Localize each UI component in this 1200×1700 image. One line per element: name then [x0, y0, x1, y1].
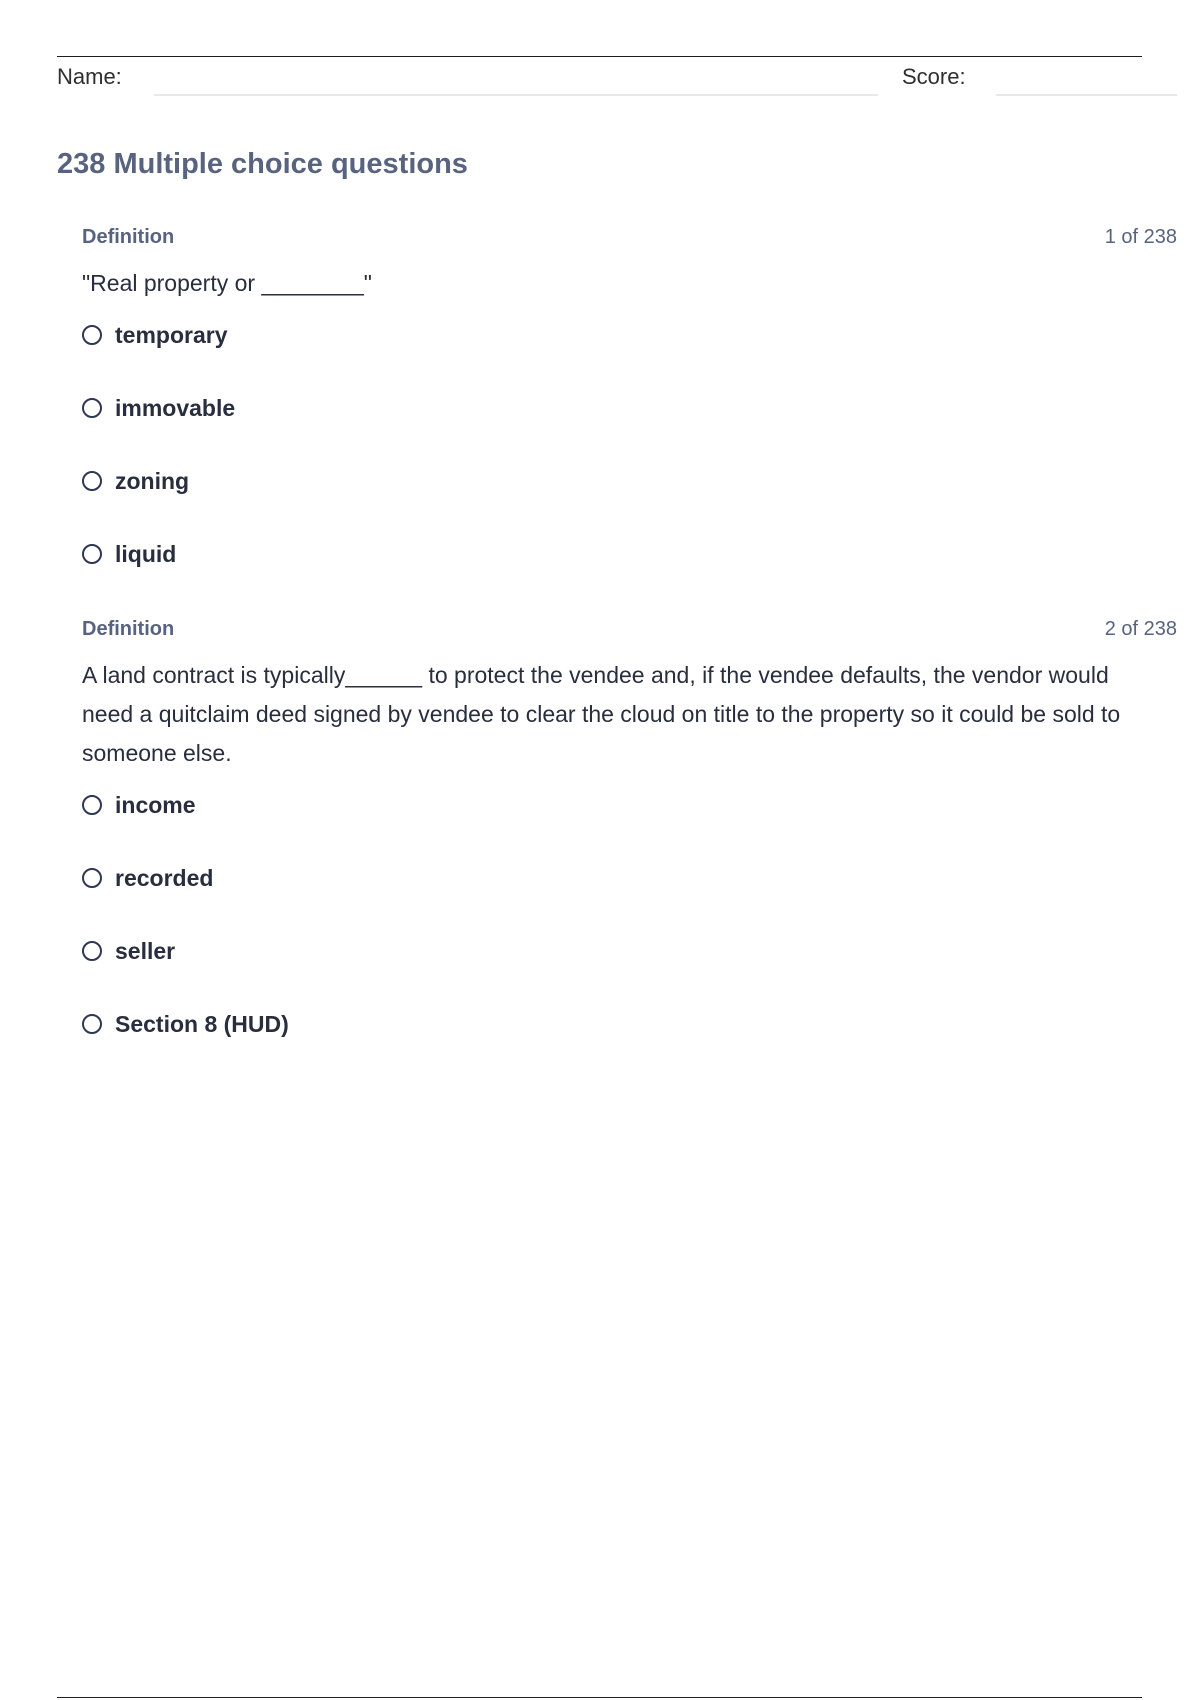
question-text: "Real property or ________": [82, 270, 372, 296]
bottom-divider: [57, 1697, 1142, 1698]
name-field[interactable]: [154, 94, 878, 96]
question-card: [82, 618, 1177, 1079]
radio-button[interactable]: [82, 544, 102, 564]
question-header: [82, 618, 1177, 646]
answer-option[interactable]: [82, 463, 1177, 499]
answer-option[interactable]: [82, 317, 1177, 353]
answer-option[interactable]: [82, 787, 1177, 823]
top-divider: [57, 56, 1142, 57]
question-counter: 1 of 238: [1104, 226, 1177, 248]
score-label: Score:: [902, 64, 966, 89]
radio-button[interactable]: [82, 1014, 102, 1034]
answer-option[interactable]: [82, 933, 1177, 969]
answer-options: [82, 787, 1177, 1042]
radio-button[interactable]: [82, 795, 102, 815]
question-header: [82, 226, 1177, 254]
answer-option-label: liquid: [115, 540, 177, 567]
answer-option-label: zoning: [115, 467, 190, 494]
radio-button[interactable]: [82, 941, 102, 961]
question-counter: 2 of 238: [1104, 618, 1177, 640]
answer-options: [82, 317, 1177, 572]
question-card: [82, 226, 1177, 609]
question-type-label: Definition: [82, 226, 175, 248]
radio-button[interactable]: [82, 868, 102, 888]
answer-option-label: immovable: [115, 394, 236, 421]
answer-option-label: Section 8 (HUD): [115, 1010, 289, 1037]
name-label: Name:: [57, 64, 122, 89]
score-field[interactable]: [996, 94, 1177, 96]
answer-option-label: recorded: [115, 864, 214, 891]
radio-button[interactable]: [82, 398, 102, 418]
question-text: A land contract is typically______ to protect the vendee and, if the vendee defaults, the vendor would need a quitclaim deed signed by vendee to clear the cloud on title to the property so it could be sold to someone else.: [82, 662, 1121, 766]
answer-option-label: income: [115, 791, 196, 818]
radio-button[interactable]: [82, 471, 102, 491]
answer-option[interactable]: [82, 536, 1177, 572]
page-title: 238 Multiple choice questions: [57, 148, 468, 180]
answer-option[interactable]: [82, 860, 1177, 896]
name-score-row: [57, 62, 1177, 102]
answer-option-label: temporary: [115, 321, 228, 348]
question-type-label: Definition: [82, 618, 175, 640]
answer-option-label: seller: [115, 937, 176, 964]
radio-button[interactable]: [82, 325, 102, 345]
answer-option[interactable]: [82, 390, 1177, 426]
answer-option[interactable]: [82, 1006, 1177, 1042]
